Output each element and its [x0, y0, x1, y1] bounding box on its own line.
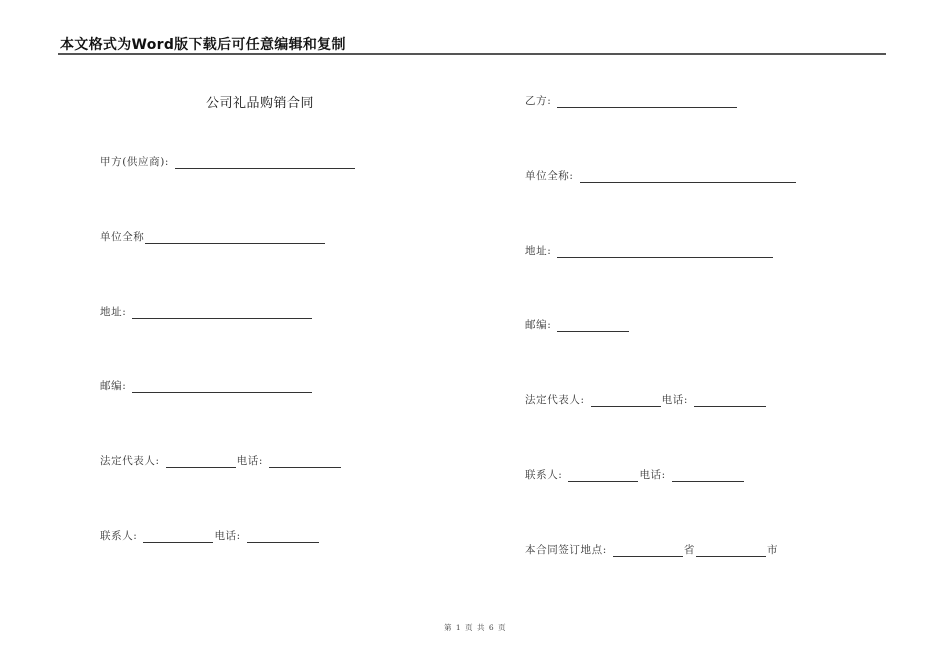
sign-place-field [525, 542, 778, 557]
right-phone-2-label: 电话: [639, 469, 666, 481]
city-label: 市 [766, 544, 779, 556]
city-blank[interactable] [696, 545, 766, 557]
province-blank[interactable] [613, 545, 683, 557]
left-legal-rep-blank[interactable] [166, 456, 236, 468]
right-contact-blank[interactable] [568, 470, 638, 482]
right-postcode-field [525, 317, 630, 332]
left-phone-2-label: 电话: [214, 530, 241, 542]
left-address-label: 地址: [100, 306, 127, 318]
left-address-field [100, 304, 313, 319]
left-phone-1-blank[interactable] [269, 456, 341, 468]
footer-total-unit: 页 [498, 623, 506, 632]
right-contact-label: 联系人: [525, 469, 563, 481]
left-unit-name-label: 单位全称 [100, 231, 145, 243]
left-phone-2-blank[interactable] [247, 531, 319, 543]
footer-page-unit: 页 [465, 623, 473, 632]
left-postcode-field [100, 378, 313, 393]
left-legal-rep-label: 法定代表人: [100, 455, 160, 467]
right-legal-rep-field [525, 392, 767, 407]
left-unit-name-blank[interactable] [145, 232, 325, 244]
party-a-field [100, 154, 356, 169]
page-header [58, 34, 886, 55]
party-b-blank[interactable] [557, 96, 737, 108]
right-unit-name-field [525, 168, 797, 183]
right-address-label: 地址: [525, 245, 552, 257]
right-unit-name-label: 单位全称: [525, 170, 574, 182]
left-contact-blank[interactable] [143, 531, 213, 543]
right-phone-1-blank[interactable] [694, 395, 766, 407]
footer-prefix: 第 [444, 623, 452, 632]
footer-total-pages: 6 [488, 623, 495, 632]
province-label: 省 [683, 544, 695, 556]
right-legal-rep-blank[interactable] [591, 395, 661, 407]
right-legal-rep-label: 法定代表人: [525, 394, 585, 406]
right-contact-field [525, 467, 745, 482]
left-unit-name-field [100, 229, 326, 244]
left-address-blank[interactable] [132, 307, 312, 319]
footer-page-number: 1 [455, 623, 462, 632]
right-postcode-label: 邮编: [525, 319, 552, 331]
document-title: 公司礼品购销合同 [206, 96, 315, 111]
right-address-field [525, 243, 774, 258]
right-phone-2-blank[interactable] [672, 470, 744, 482]
right-unit-name-blank[interactable] [580, 171, 796, 183]
left-contact-label: 联系人: [100, 530, 138, 542]
sign-place-label: 本合同签订地点: [525, 544, 607, 556]
party-a-label: 甲方(供应商): [100, 156, 170, 168]
party-a-blank[interactable] [175, 157, 355, 169]
footer-total-prefix: 共 [477, 623, 485, 632]
left-postcode-label: 邮编: [100, 380, 127, 392]
right-phone-1-label: 电话: [661, 394, 688, 406]
left-contact-field [100, 528, 320, 543]
page-footer [0, 622, 950, 633]
left-legal-rep-field [100, 453, 342, 468]
left-phone-1-label: 电话: [236, 455, 263, 467]
right-address-blank[interactable] [557, 246, 773, 258]
left-postcode-blank[interactable] [132, 381, 312, 393]
right-postcode-blank[interactable] [557, 320, 629, 332]
header-text: 本文格式为Word版下载后可任意编辑和复制 [60, 37, 346, 53]
party-b-label: 乙方: [525, 95, 552, 107]
party-b-field [525, 93, 738, 108]
